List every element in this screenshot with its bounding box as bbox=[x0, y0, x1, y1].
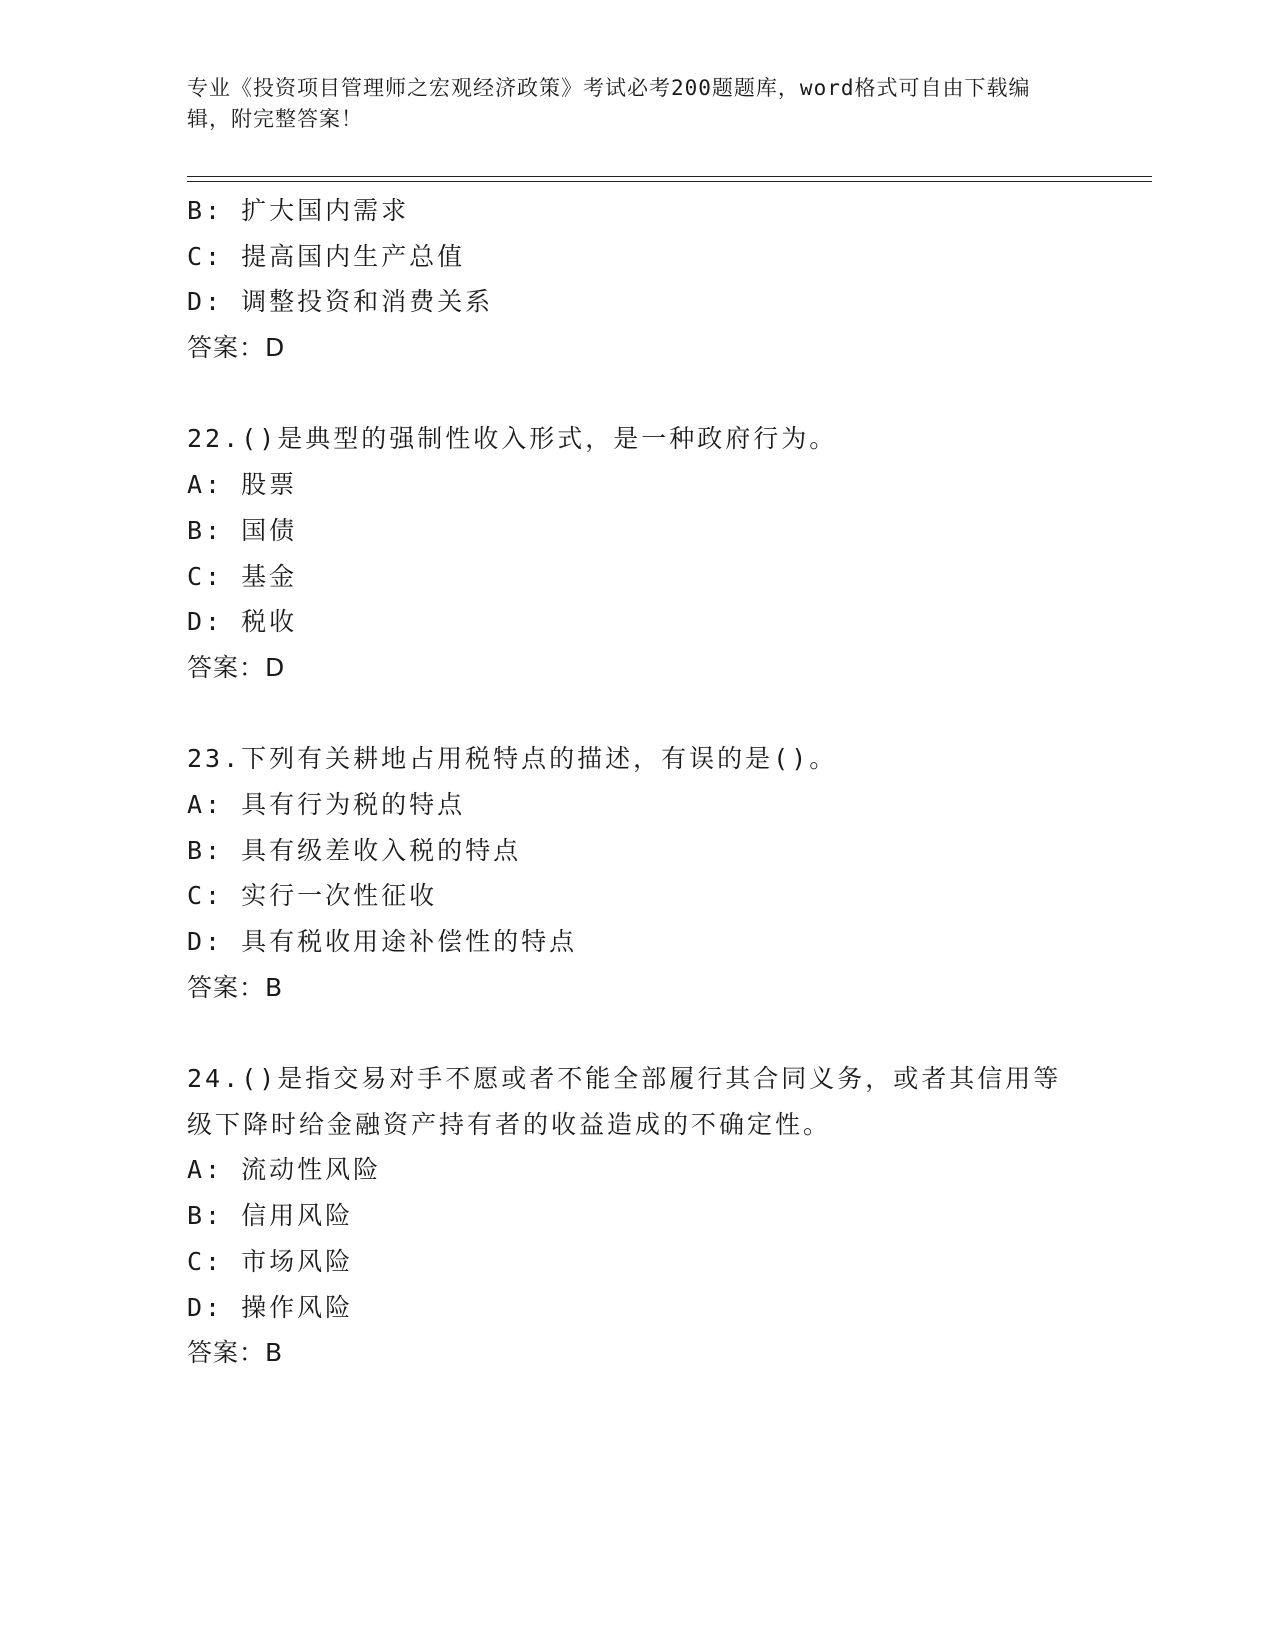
answer: 答案：B bbox=[187, 972, 284, 1002]
header-rule-top bbox=[187, 176, 1152, 177]
option-c: C: 基金 bbox=[187, 561, 298, 591]
spacer bbox=[187, 371, 1087, 417]
spacer bbox=[187, 1010, 1087, 1056]
answer: 答案：D bbox=[187, 652, 286, 682]
document-intro: 专业《投资项目管理师之宏观经济政策》考试必考200题题库，word格式可自由下载编辑，附完整答案！ bbox=[187, 76, 1031, 131]
option-c: C: 市场风险 bbox=[187, 1246, 354, 1276]
question-stem: 23.下列有关耕地占用税特点的描述，有误的是()。 bbox=[187, 744, 838, 774]
question-stem-line-1: 24.()是指交易对手不愿或者不能全部履行其合同义务，或者其信用等 bbox=[187, 1064, 1062, 1094]
question-23 bbox=[187, 736, 1087, 1010]
option-c: C: 实行一次性征收 bbox=[187, 881, 438, 911]
spacer bbox=[187, 691, 1087, 737]
option-a: A: 具有行为税的特点 bbox=[187, 789, 466, 819]
option-b: B: 信用风险 bbox=[187, 1201, 354, 1231]
option-d: D: 调整投资和消费关系 bbox=[187, 287, 494, 317]
option-a: A: 股票 bbox=[187, 470, 298, 500]
option-b: B: 国债 bbox=[187, 515, 298, 545]
question-stem: 22.()是典型的强制性收入形式，是一种政府行为。 bbox=[187, 424, 838, 454]
question-24 bbox=[187, 1056, 1087, 1376]
option-d: D: 税收 bbox=[187, 607, 298, 637]
question-stem-line-2: 级下降时给金融资产持有者的收益造成的不确定性。 bbox=[187, 1109, 832, 1139]
answer: 答案：D bbox=[187, 333, 286, 363]
header-rule-bottom bbox=[187, 181, 1152, 182]
option-d: D: 操作风险 bbox=[187, 1292, 354, 1322]
option-a: A: 流动性风险 bbox=[187, 1155, 382, 1185]
option-c: C: 提高国内生产总值 bbox=[187, 241, 466, 271]
option-d: D: 具有税收用途补偿性的特点 bbox=[187, 927, 578, 956]
option-b: B: 具有级差收入税的特点 bbox=[187, 835, 522, 865]
answer: 答案：B bbox=[187, 1338, 284, 1368]
question-list bbox=[187, 188, 1087, 1376]
question-21 bbox=[187, 188, 1087, 371]
option-b: B: 扩大国内需求 bbox=[187, 196, 410, 225]
question-22 bbox=[187, 416, 1087, 690]
